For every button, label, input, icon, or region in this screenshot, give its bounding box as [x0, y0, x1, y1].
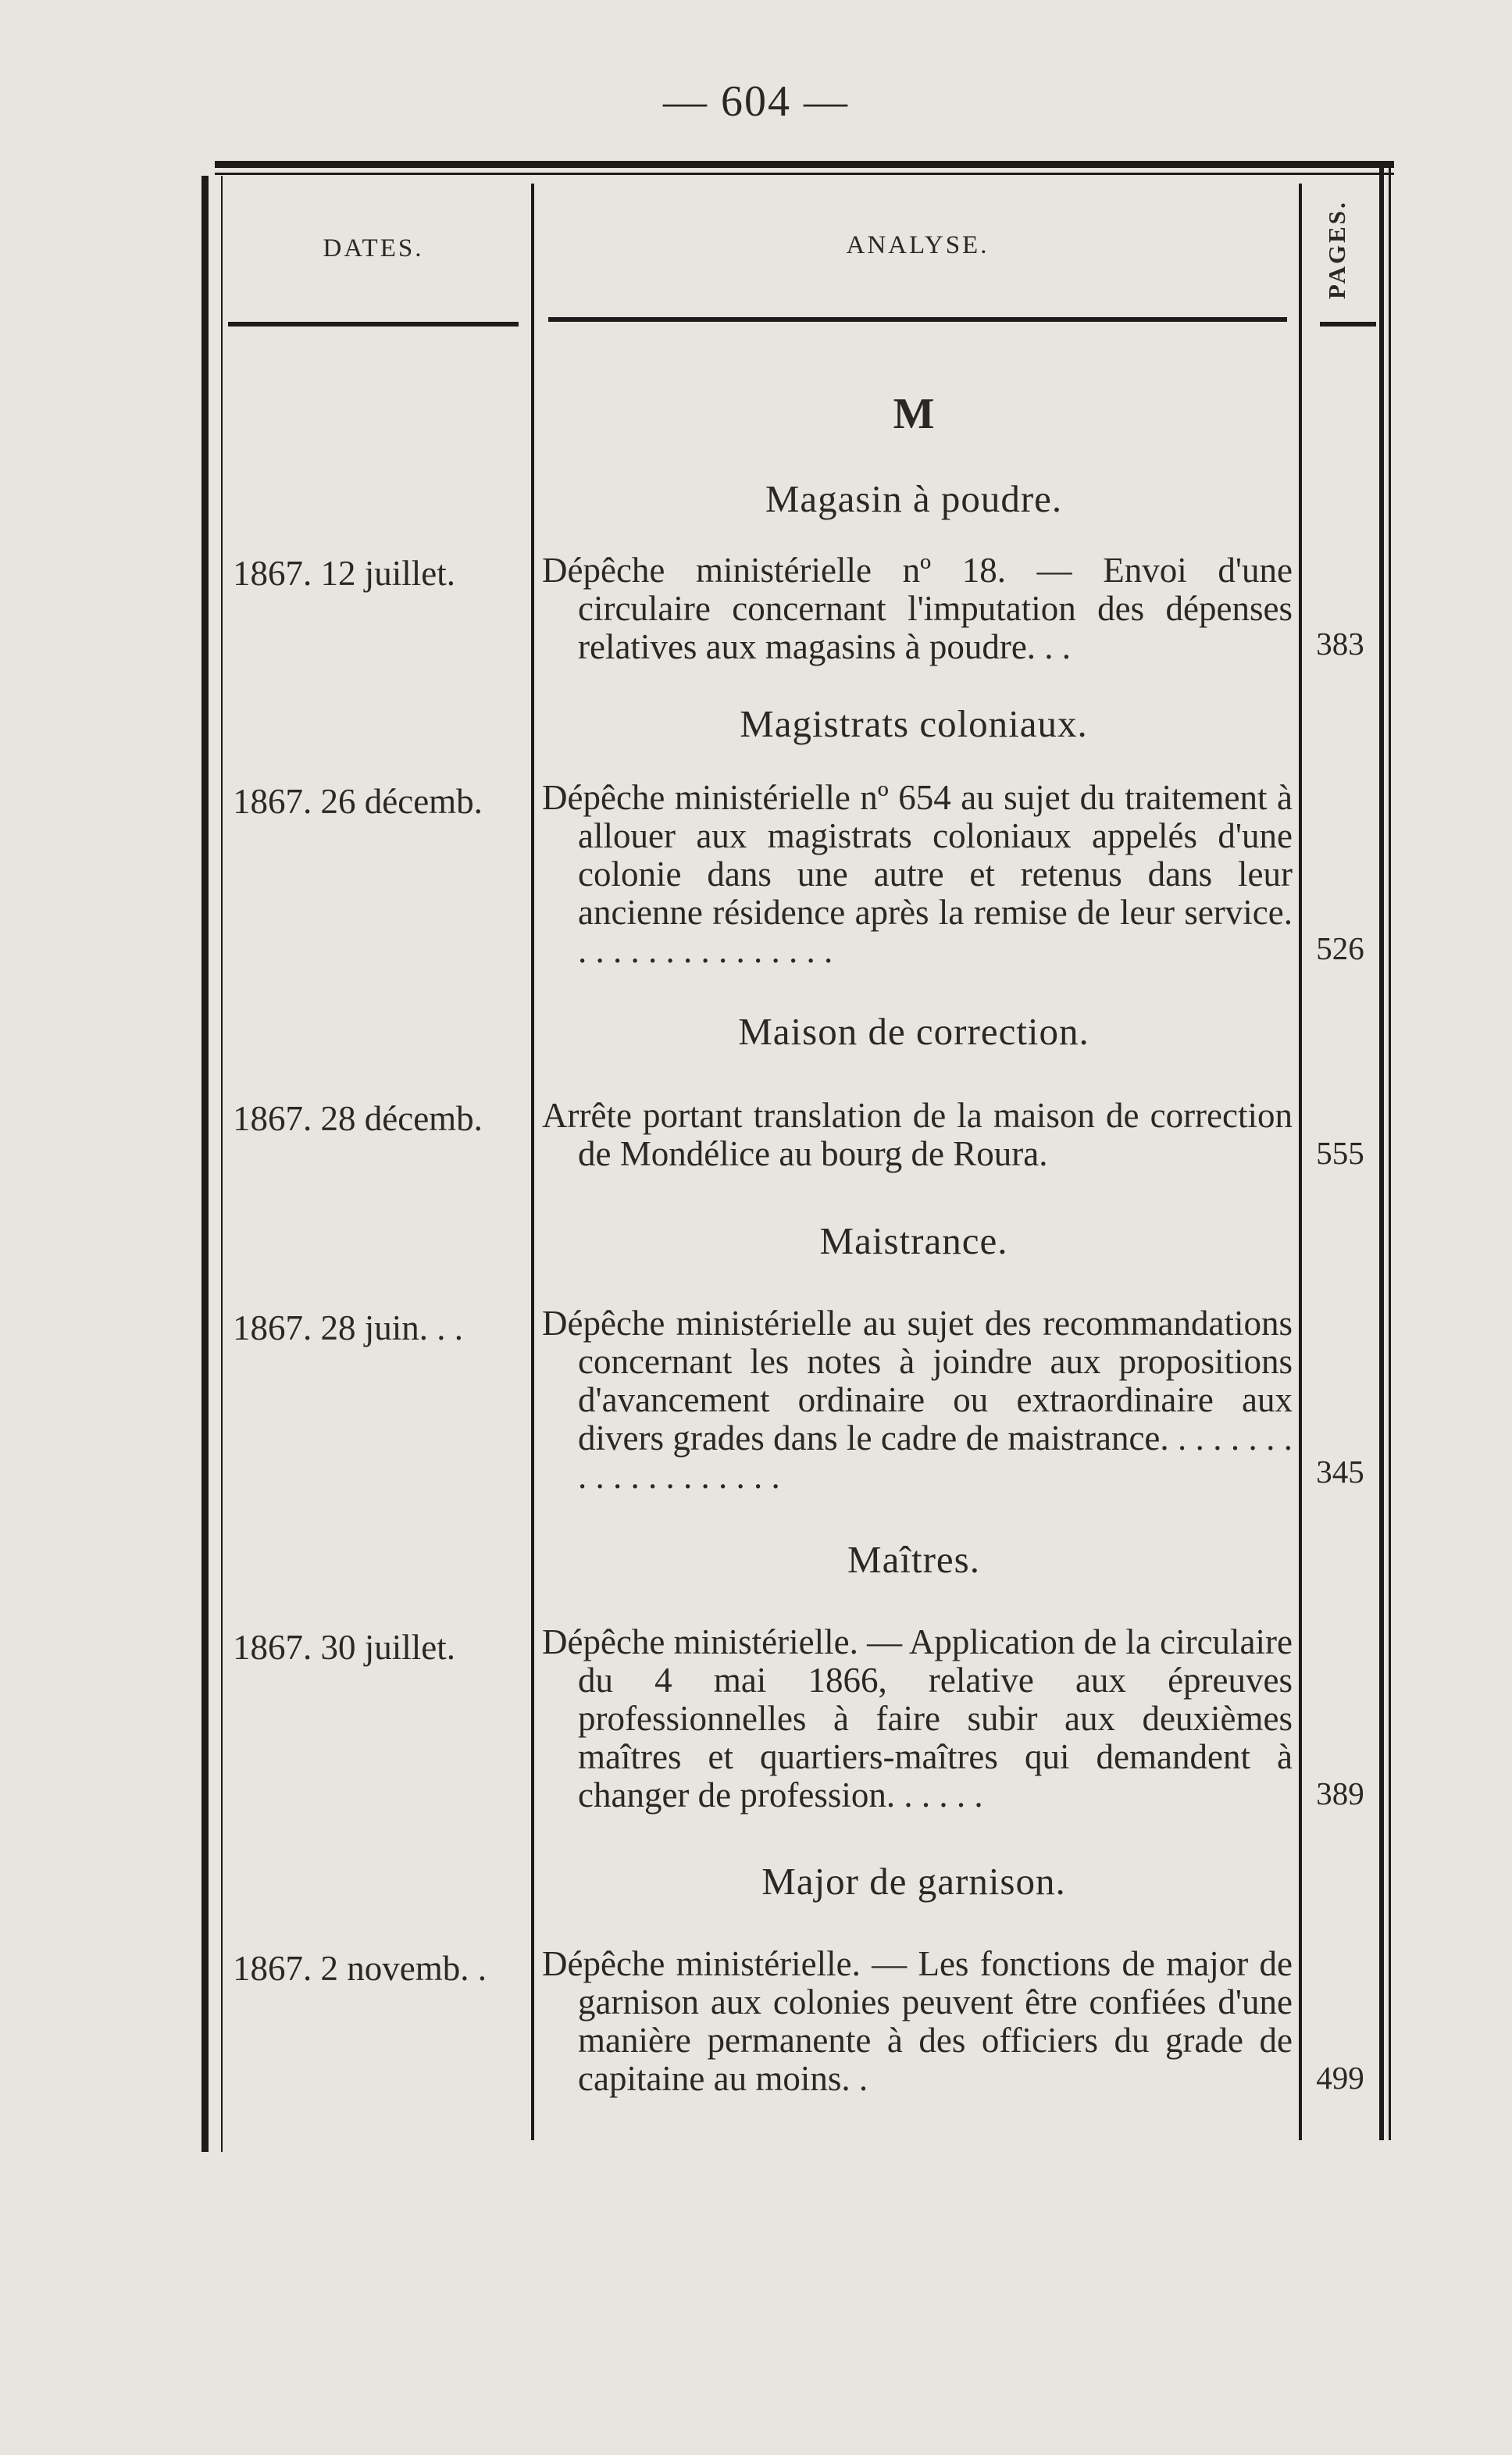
section-title: Maison de correction. [738, 1010, 1089, 1053]
entry-analysis: Dépêche ministérielle au sujet des recommandations concernant les notes à joindre aux propositions d'avancement ordinaire ou extraordinaire aux divers grades dans le cadre de maistrance. . . . . . . . . . . . . . . . . . . . [542, 1304, 1293, 1496]
entry-date: 1867. 28 décemb. [233, 1099, 483, 1138]
entry-analysis: Dépêche ministérielle nº 654 au sujet du traitement à allouer aux magistrats coloniaux appelés d'une colonie dans une autre et retenus dans leur ancienne résidence après la remise de leur service. . . . . . . . . . . . . . . . [542, 778, 1293, 970]
entry-date: 1867. 12 juillet. [233, 554, 455, 593]
entry-analysis: Dépêche ministérielle. — Application de la circulaire du 4 mai 1866, relative aux épreuves professionnelles à faire subir aux deuxièmes maîtres et quartiers-maîtres qui demandent à changer de profession. . . . . . [542, 1622, 1293, 1814]
section-title: Magistrats coloniaux. [740, 702, 1088, 745]
index-letter: M [893, 390, 935, 438]
pages-header: PAGES. [1323, 200, 1350, 300]
entry-analysis: Dépêche ministérielle. — Les fonctions de major de garnison aux colonies peuvent être confiées d'une manière permanente à des officiers du grade de capitaine au moins. . [542, 1944, 1293, 2098]
section-title: Major de garnison. [761, 1860, 1066, 1903]
section-title: Magasin à poudre. [765, 477, 1063, 520]
entry-date: 1867. 30 juillet. [233, 1628, 455, 1667]
entry-page: 345 [1316, 1454, 1364, 1490]
section-title: Maistrance. [819, 1219, 1008, 1262]
page-number: — 604 — [663, 77, 849, 126]
entry-page: 389 [1316, 1775, 1364, 1811]
entry-page: 526 [1316, 930, 1364, 966]
dates-header: DATES. [323, 234, 424, 262]
entry-date: 1867. 26 décemb. [233, 782, 483, 821]
entry-date: 1867. 2 novemb. . [233, 1949, 487, 1988]
entry-page: 499 [1316, 2060, 1364, 2096]
entry-date: 1867. 28 juin. . . [233, 1308, 464, 1347]
analyse-header: ANALYSE. [846, 231, 990, 259]
entry-page: 383 [1316, 626, 1364, 662]
entry-page: 555 [1316, 1135, 1364, 1171]
entry-analysis: Dépêche ministérielle nº 18. — Envoi d'une circulaire concernant l'imputation des dépenses relatives aux magasins à poudre. . . [542, 551, 1293, 666]
entry-analysis: Arrête portant translation de la maison de correction de Mondélice au bourg de Roura. [542, 1096, 1293, 1173]
section-title: Maîtres. [847, 1538, 980, 1581]
